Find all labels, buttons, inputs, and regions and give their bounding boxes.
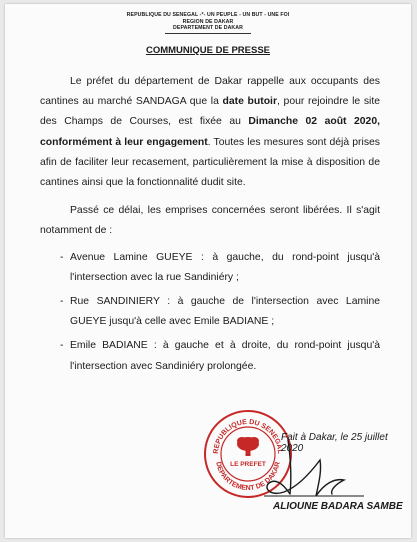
baobab-emblem-icon <box>237 437 259 456</box>
letterhead-republic: REPUBLIQUE DU SENEGAL -*- UN PEUPLE - UN BUT - UNE FOI <box>126 12 290 18</box>
document-title: COMMUNIQUE DE PRESSE <box>145 44 271 56</box>
place-and-date: Fait à Dakar, le 25 juillet 2020 <box>281 432 388 454</box>
affected-streets-list <box>40 248 380 377</box>
signatory-name: ALIOUNE BADARA SAMBE <box>273 501 403 512</box>
stamp-center-text: LE PREFET <box>230 461 266 468</box>
letterhead-divider <box>165 33 251 34</box>
handwritten-signature <box>260 434 370 502</box>
letterhead <box>5 12 411 34</box>
notice-text-1: Le préfet du département de Dakar rappelle aux occupants des cantines au marché SANDAGA que la <box>40 76 380 108</box>
letterhead-region: REGION DE DAKAR <box>182 18 234 25</box>
document-page <box>5 4 411 538</box>
letterhead-department: DEPARTEMENT DE DAKAR <box>173 25 243 32</box>
notice-text-3: . Toutes les mesures sont déjà prises afin de faciliter leur recasement, particulièrement la mise à disposition de cantines ainsi que la fonctionnalité dudit site. <box>40 136 380 189</box>
stamp-top-text: REPUBLIQUE DU SENEGAL <box>212 418 284 455</box>
paragraph-affected-areas: Passé ce délai, les emprises concernées seront libérées. Il s'agit notamment de : <box>40 205 380 237</box>
document-body <box>40 72 380 381</box>
list-item: - Rue SANDINIERY : à gauche de l'intersection avec Lamine GUEYE jusqu'à celle avec Emile BADIANE ; <box>60 296 380 328</box>
list-item: - Avenue Lamine GUEYE : à gauche, du rond-point jusqu'à l'intersection avec la rue Sandiniéry ; <box>60 251 380 283</box>
stamp-bottom-text: DEPARTEMENT DE DAKAR <box>214 461 282 493</box>
notice-deadline-label: date butoir <box>222 96 277 108</box>
list-item: - Emile BADIANE : à gauche et à droite, du rond-point jusqu'à l'intersection avec Sandiniéry prolongée. <box>60 340 380 372</box>
notice-text-2: , pour rejoindre le site des Champs de Courses, est fixée au <box>40 96 381 128</box>
notice-deadline-date: Dimanche 02 août 2020, conformément à leur engagement <box>40 116 380 148</box>
paragraph-notice <box>40 72 380 193</box>
